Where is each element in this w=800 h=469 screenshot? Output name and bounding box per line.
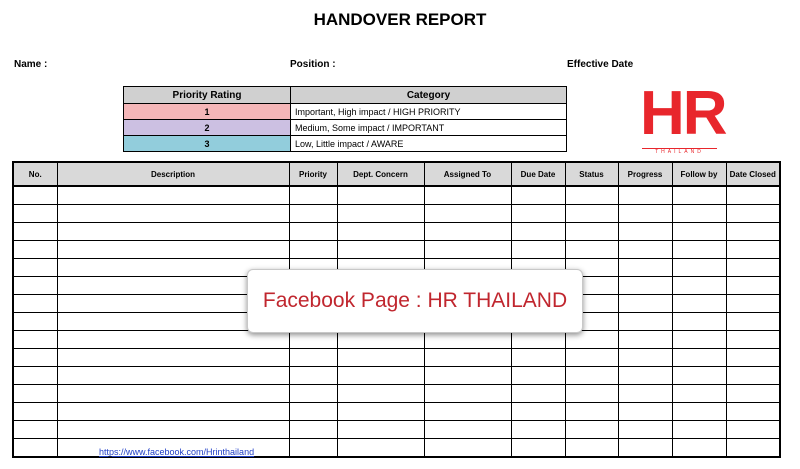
table-cell[interactable] [337, 439, 424, 458]
table-cell[interactable] [726, 277, 780, 295]
table-cell[interactable] [289, 439, 337, 458]
table-cell[interactable] [57, 403, 289, 421]
table-cell[interactable] [424, 349, 511, 367]
table-cell[interactable] [565, 439, 618, 458]
table-cell[interactable] [289, 331, 337, 349]
table-cell[interactable] [424, 367, 511, 385]
table-cell[interactable] [618, 367, 672, 385]
legend-header-priority: Priority Rating [124, 87, 291, 104]
table-cell[interactable] [672, 241, 726, 259]
table-cell[interactable] [726, 349, 780, 367]
table-cell[interactable] [13, 421, 57, 439]
name-label: Name : [14, 59, 48, 70]
table-cell[interactable] [672, 259, 726, 277]
table-cell[interactable] [57, 186, 289, 205]
table-cell[interactable] [337, 385, 424, 403]
table-cell[interactable] [618, 349, 672, 367]
table-cell[interactable] [618, 331, 672, 349]
table-row [13, 367, 780, 385]
table-cell[interactable] [511, 439, 565, 458]
table-cell[interactable] [57, 385, 289, 403]
column-header-no: No. [13, 162, 57, 186]
table-cell[interactable] [511, 385, 565, 403]
legend-row [124, 104, 567, 120]
table-cell[interactable] [289, 421, 337, 439]
priority-legend-table [123, 86, 567, 152]
table-cell[interactable] [618, 241, 672, 259]
table-row [13, 331, 780, 349]
table-cell[interactable] [57, 421, 289, 439]
table-cell[interactable] [565, 367, 618, 385]
table-cell[interactable] [511, 186, 565, 205]
table-cell[interactable] [511, 241, 565, 259]
report-title: HANDOVER REPORT [313, 10, 487, 29]
table-cell[interactable] [13, 205, 57, 223]
position-label: Position : [290, 59, 336, 70]
table-cell[interactable] [337, 403, 424, 421]
table-cell[interactable] [57, 241, 289, 259]
table-cell[interactable] [726, 331, 780, 349]
table-cell[interactable] [13, 241, 57, 259]
table-cell[interactable] [289, 385, 337, 403]
table-cell[interactable] [424, 403, 511, 421]
table-row [13, 349, 780, 367]
effective-date-label: Effective Date [567, 59, 634, 70]
column-header-dept-concern: Dept. Concern [337, 162, 424, 186]
table-cell[interactable] [672, 439, 726, 458]
table-cell[interactable] [672, 367, 726, 385]
table-cell[interactable] [289, 403, 337, 421]
table-cell[interactable] [289, 186, 337, 205]
table-row [13, 186, 780, 205]
table-cell[interactable] [618, 223, 672, 241]
table-cell[interactable] [565, 205, 618, 223]
logo-hr-text: HR [640, 79, 726, 148]
table-cell[interactable] [13, 439, 57, 458]
table-cell[interactable] [618, 385, 672, 403]
table-cell[interactable] [565, 223, 618, 241]
table-row [13, 421, 780, 439]
table-cell[interactable] [672, 277, 726, 295]
table-cell[interactable] [618, 295, 672, 313]
priority-rating-cell: 2 [124, 120, 291, 136]
table-cell[interactable] [511, 205, 565, 223]
table-row [13, 403, 780, 421]
table-cell[interactable] [511, 403, 565, 421]
legend-header-category: Category [291, 87, 567, 104]
table-cell[interactable] [565, 403, 618, 421]
table-cell[interactable] [565, 385, 618, 403]
table-cell[interactable] [13, 367, 57, 385]
column-header-description: Description [57, 162, 289, 186]
table-cell[interactable] [565, 421, 618, 439]
table-cell[interactable] [618, 403, 672, 421]
table-cell[interactable] [13, 186, 57, 205]
table-cell[interactable] [618, 313, 672, 331]
table-cell[interactable] [57, 367, 289, 385]
table-cell[interactable] [618, 205, 672, 223]
table-cell[interactable] [672, 205, 726, 223]
table-cell[interactable] [565, 186, 618, 205]
table-cell[interactable] [13, 403, 57, 421]
table-cell[interactable] [57, 349, 289, 367]
table-cell[interactable] [289, 241, 337, 259]
table-cell[interactable] [424, 439, 511, 458]
category-cell: Medium, Some impact / IMPORTANT [291, 120, 567, 136]
table-cell[interactable] [13, 223, 57, 241]
table-cell[interactable] [13, 385, 57, 403]
table-cell[interactable] [289, 223, 337, 241]
column-header-status: Status [565, 162, 618, 186]
facebook-page-banner: Facebook Page : HR THAILAND [247, 269, 583, 333]
table-cell[interactable] [424, 223, 511, 241]
table-cell[interactable] [511, 331, 565, 349]
category-cell: Low, Little impact / AWARE [291, 136, 567, 152]
table-cell[interactable] [424, 241, 511, 259]
table-cell[interactable] [289, 349, 337, 367]
priority-rating-cell: 1 [124, 104, 291, 120]
table-cell[interactable] [672, 421, 726, 439]
table-cell[interactable] [726, 439, 780, 458]
table-cell[interactable] [337, 367, 424, 385]
table-cell[interactable] [289, 367, 337, 385]
table-cell[interactable] [337, 421, 424, 439]
facebook-link[interactable]: https://www.facebook.com/Hrinthailand [99, 447, 255, 457]
table-cell[interactable] [726, 403, 780, 421]
table-cell[interactable] [565, 331, 618, 349]
table-cell[interactable] [726, 241, 780, 259]
hr-thailand-logo [640, 79, 726, 160]
table-cell[interactable] [337, 186, 424, 205]
table-row [13, 385, 780, 403]
table-cell[interactable] [424, 186, 511, 205]
table-row [13, 241, 780, 259]
table-cell[interactable] [13, 313, 57, 331]
table-cell[interactable] [618, 259, 672, 277]
table-cell[interactable] [511, 349, 565, 367]
column-header-assigned-to: Assigned To [424, 162, 511, 186]
table-cell[interactable] [337, 205, 424, 223]
table-cell[interactable] [565, 241, 618, 259]
table-cell[interactable] [424, 205, 511, 223]
table-cell[interactable] [726, 367, 780, 385]
table-cell[interactable] [672, 331, 726, 349]
table-cell[interactable] [337, 241, 424, 259]
table-cell[interactable] [726, 205, 780, 223]
table-cell[interactable] [337, 349, 424, 367]
table-cell[interactable] [672, 385, 726, 403]
legend-row [124, 136, 567, 152]
table-cell[interactable] [672, 186, 726, 205]
category-cell: Important, High impact / HIGH PRIORITY [291, 104, 567, 120]
table-cell[interactable] [511, 367, 565, 385]
table-cell[interactable] [289, 205, 337, 223]
table-cell[interactable] [618, 186, 672, 205]
table-header-row [13, 162, 780, 186]
column-header-progress: Progress [618, 162, 672, 186]
table-cell[interactable] [511, 223, 565, 241]
column-header-priority: Priority [289, 162, 337, 186]
table-cell[interactable] [726, 223, 780, 241]
column-header-follow-by: Follow by [672, 162, 726, 186]
table-cell[interactable] [726, 259, 780, 277]
table-cell[interactable] [13, 349, 57, 367]
table-cell[interactable] [726, 295, 780, 313]
table-cell[interactable] [511, 421, 565, 439]
table-cell[interactable] [672, 349, 726, 367]
table-cell[interactable] [13, 259, 57, 277]
table-cell[interactable] [672, 403, 726, 421]
table-cell[interactable] [618, 277, 672, 295]
legend-header-row [124, 87, 567, 104]
table-cell[interactable] [726, 385, 780, 403]
table-row [13, 205, 780, 223]
table-cell[interactable] [13, 295, 57, 313]
table-cell[interactable] [726, 313, 780, 331]
table-cell[interactable] [13, 277, 57, 295]
logo-subtitle: THAILAND [655, 149, 704, 155]
legend-row [124, 120, 567, 136]
table-cell[interactable] [672, 313, 726, 331]
table-cell[interactable] [337, 223, 424, 241]
table-cell[interactable] [424, 385, 511, 403]
column-header-date-closed: Date Closed [726, 162, 780, 186]
column-header-due-date: Due Date [511, 162, 565, 186]
table-cell[interactable] [672, 295, 726, 313]
table-cell[interactable] [672, 223, 726, 241]
table-cell[interactable] [337, 331, 424, 349]
table-cell[interactable] [13, 331, 57, 349]
table-cell[interactable] [726, 186, 780, 205]
table-cell[interactable] [57, 331, 289, 349]
table-cell[interactable] [424, 331, 511, 349]
table-cell[interactable] [618, 439, 672, 458]
priority-rating-cell: 3 [124, 136, 291, 152]
table-cell[interactable] [618, 421, 672, 439]
table-cell[interactable] [57, 223, 289, 241]
table-row [13, 223, 780, 241]
table-cell[interactable] [424, 421, 511, 439]
table-cell[interactable] [57, 205, 289, 223]
table-cell[interactable] [726, 421, 780, 439]
table-cell[interactable] [565, 349, 618, 367]
